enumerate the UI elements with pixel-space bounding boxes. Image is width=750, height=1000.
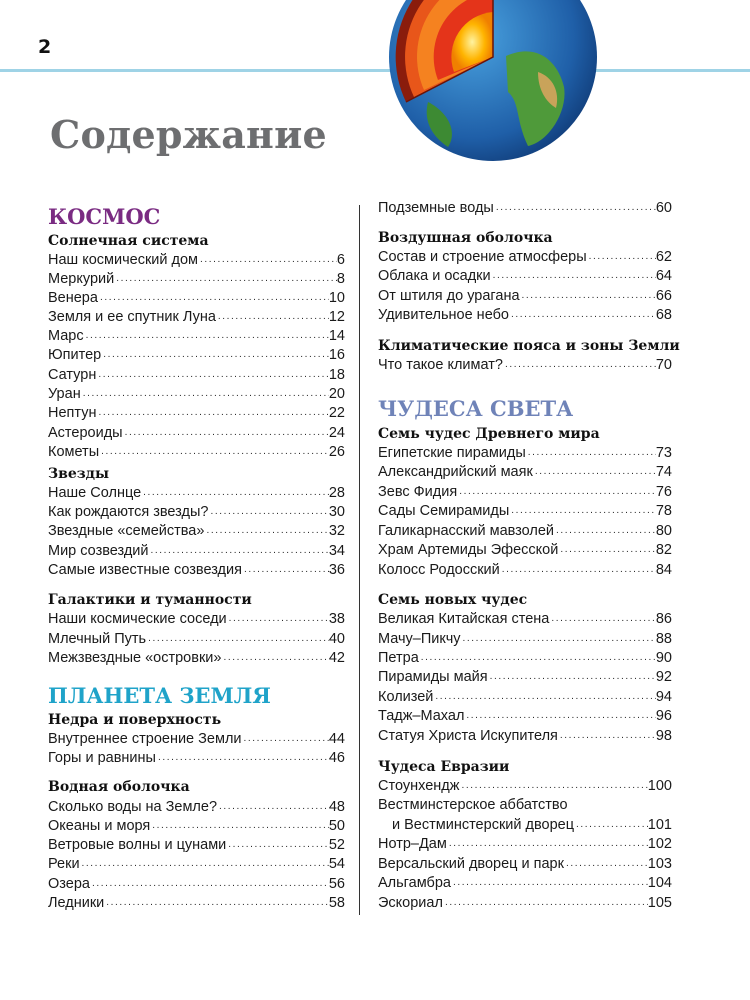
- toc-entry[interactable]: Пирамиды майя ..... 92: [378, 668, 672, 686]
- toc-entry[interactable]: Стоунхендж ..... 100: [378, 777, 672, 795]
- toc-entry[interactable]: Мачу–Пикчу ..... 88: [378, 630, 672, 648]
- toc-entry[interactable]: Великая Китайская стена ..... 86: [378, 610, 672, 628]
- toc-entry[interactable]: Облака и осадки ..... 64: [378, 267, 672, 285]
- toc-entry[interactable]: Вестминстерское аббатство: [378, 797, 568, 813]
- toc-entry[interactable]: Ледники ..... 58: [48, 894, 345, 912]
- toc-entry[interactable]: Земля и ее спутник Луна ..... 12: [48, 308, 345, 326]
- toc-entry[interactable]: Зевс Фидия ..... 76: [378, 483, 672, 501]
- toc-entry[interactable]: Галикарнасский мавзолей ..... 80: [378, 522, 672, 540]
- toc-entry[interactable]: Нептун ..... 22: [48, 404, 345, 422]
- column-divider: [359, 205, 360, 915]
- toc-entry[interactable]: Юпитер ..... 16: [48, 346, 345, 364]
- subsection-heading: Водная оболочка: [48, 779, 190, 795]
- toc-entry[interactable]: Тадж–Махал ..... 96: [378, 707, 672, 725]
- toc-entry[interactable]: Сады Семирамиды ..... 78: [378, 502, 672, 520]
- subsection-heading: Климатические пояса и зоны Земли: [378, 338, 680, 354]
- page-number: 2: [38, 36, 52, 58]
- toc-entry[interactable]: Что такое климат? ..... 70: [378, 356, 672, 374]
- toc-entry[interactable]: Удивительное небо ..... 68: [378, 306, 672, 324]
- toc-entry[interactable]: Наше Солнце ..... 28: [48, 484, 345, 502]
- subsection-heading: Чудеса Евразии: [378, 759, 510, 775]
- toc-entry[interactable]: Колизей ..... 94: [378, 688, 672, 706]
- toc-entry[interactable]: Нотр–Дам ..... 102: [378, 835, 672, 853]
- toc-entry[interactable]: Венера ..... 10: [48, 289, 345, 307]
- toc-entry[interactable]: Версальский дворец и парк ..... 103: [378, 855, 672, 873]
- subsection-heading: Солнечная система: [48, 233, 209, 249]
- section-heading-planeta: ПЛАНЕТА ЗЕМЛЯ: [48, 683, 271, 708]
- subsection-heading: Недра и поверхность: [48, 712, 222, 728]
- toc-entry[interactable]: Состав и строение атмосферы ..... 62: [378, 248, 672, 266]
- toc-entry[interactable]: Храм Артемиды Эфесской ..... 82: [378, 541, 672, 559]
- toc-entry[interactable]: Звездные «семейства» ..... 32: [48, 522, 345, 540]
- toc-entry[interactable]: Сатурн ..... 18: [48, 366, 345, 384]
- header-rule: [0, 69, 750, 72]
- earth-cutaway-illustration: [388, 0, 598, 162]
- page-title: Содержание: [50, 112, 327, 157]
- toc-entry[interactable]: Наш космический дом ..... 6: [48, 251, 345, 269]
- toc-entry[interactable]: Самые известные созвездия ..... 36: [48, 561, 345, 579]
- toc-entry[interactable]: Марс ..... 14: [48, 327, 345, 345]
- section-heading-kosmos: КОСМОС: [48, 204, 161, 229]
- toc-entry[interactable]: Сколько воды на Земле? ..... 48: [48, 798, 345, 816]
- subsection-heading: Семь новых чудес: [378, 592, 528, 608]
- toc-entry[interactable]: Александрийский маяк ..... 74: [378, 463, 672, 481]
- toc-entry[interactable]: Млечный Путь ..... 40: [48, 630, 345, 648]
- toc-entry[interactable]: Наши космические соседи ..... 38: [48, 610, 345, 628]
- toc-entry[interactable]: и Вестминстерский дворец ..... 101: [378, 816, 672, 834]
- toc-entry[interactable]: Статуя Христа Искупителя ..... 98: [378, 727, 672, 745]
- toc-entry[interactable]: Внутреннее строение Земли ..... 44: [48, 730, 345, 748]
- subsection-heading: Воздушная оболочка: [378, 230, 553, 246]
- toc-entry[interactable]: Мир созвездий ..... 34: [48, 542, 345, 560]
- toc-entry[interactable]: Горы и равнины ..... 46: [48, 749, 345, 767]
- toc-entry[interactable]: Озера ..... 56: [48, 875, 345, 893]
- toc-entry[interactable]: Египетские пирамиды ..... 73: [378, 444, 672, 462]
- toc-entry[interactable]: Меркурий ..... 8: [48, 270, 345, 288]
- toc-entry[interactable]: Альгамбра ..... 104: [378, 874, 672, 892]
- subsection-heading: Семь чудес Древнего мира: [378, 426, 600, 442]
- toc-entry[interactable]: Эскориал ..... 105: [378, 894, 672, 912]
- toc-entry[interactable]: Межзвездные «островки» ..... 42: [48, 649, 345, 667]
- subsection-heading: Звезды: [48, 466, 110, 482]
- toc-entry[interactable]: Реки ..... 54: [48, 855, 345, 873]
- section-heading-chudesa: ЧУДЕСА СВЕТА: [378, 396, 574, 421]
- toc-entry[interactable]: Подземные воды ..... 60: [378, 199, 672, 217]
- toc-entry[interactable]: От штиля до урагана ..... 66: [378, 287, 672, 305]
- toc-entry[interactable]: Колосс Родосский ..... 84: [378, 561, 672, 579]
- toc-entry[interactable]: Кометы ..... 26: [48, 443, 345, 461]
- toc-entry[interactable]: Уран ..... 20: [48, 385, 345, 403]
- toc-entry[interactable]: Океаны и моря ..... 50: [48, 817, 345, 835]
- toc-entry[interactable]: Ветровые волны и цунами ..... 52: [48, 836, 345, 854]
- toc-entry[interactable]: Астероиды ..... 24: [48, 424, 345, 442]
- toc-entry[interactable]: Петра ..... 90: [378, 649, 672, 667]
- toc-entry[interactable]: Как рождаются звезды? ..... 30: [48, 503, 345, 521]
- subsection-heading: Галактики и туманности: [48, 592, 252, 608]
